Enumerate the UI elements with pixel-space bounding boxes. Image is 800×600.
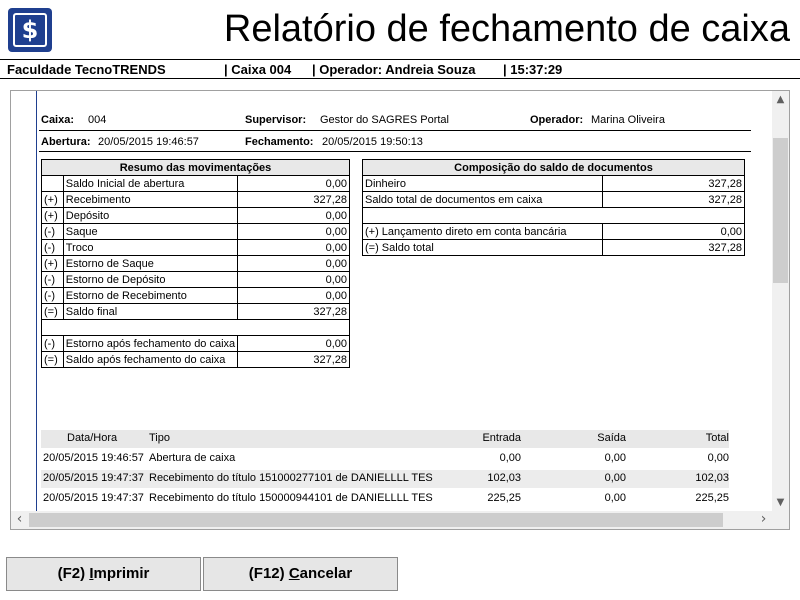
table-row: Saldo total de documentos em caixa 327,28	[363, 192, 745, 208]
col-entrada: Entrada	[482, 432, 521, 444]
vertical-scrollbar[interactable]	[772, 91, 789, 511]
spacer-row	[42, 320, 350, 336]
operador-label: Operador:	[530, 114, 584, 126]
dollar-icon: $	[13, 13, 47, 47]
abertura-label: Abertura:	[41, 136, 91, 148]
table-row: 20/05/2015 19:46:57 Abertura de caixa 0,00 0,00 0,00	[43, 452, 729, 464]
table-row: Dinheiro 327,28	[363, 176, 745, 192]
scroll-left-icon[interactable]: ‹	[16, 511, 23, 527]
school-name: Faculdade TecnoTRENDS	[7, 62, 166, 77]
table-row: 20/05/2015 19:47:37 Recebimento do título 151000277101 de DANIELLLL TES 102,03 0,00 102,03	[41, 470, 729, 488]
table-row: Saldo Inicial de abertura 0,00	[42, 176, 350, 192]
fechamento-value: 20/05/2015 19:50:13	[322, 136, 423, 148]
table-row: (-) Saque 0,00	[42, 224, 350, 240]
report-page	[11, 91, 773, 511]
report-viewer[interactable]	[10, 90, 790, 530]
supervisor-label: Supervisor:	[245, 114, 307, 126]
scroll-thumb[interactable]	[773, 138, 788, 283]
info-bar	[0, 59, 800, 79]
operator-info: | Operador: Andreia Souza	[312, 62, 476, 77]
scroll-down-icon[interactable]: ▼	[776, 497, 785, 508]
table-row: (-) Estorno após fechamento do caixa 0,00	[42, 336, 350, 352]
page-title: Relatório de fechamento de caixa	[223, 8, 790, 50]
scroll-up-icon[interactable]: ▲	[776, 94, 785, 105]
window-header	[0, 0, 800, 60]
divider	[39, 151, 751, 152]
table-row: (+) Recebimento 327,28	[42, 192, 350, 208]
movements-header	[41, 430, 729, 448]
spacer-row	[363, 208, 745, 224]
composicao-table	[362, 159, 745, 256]
table-row: (=) Saldo após fechamento do caixa 327,28	[42, 352, 350, 368]
scroll-thumb[interactable]	[29, 513, 723, 527]
table-row: (+) Estorno de Saque 0,00	[42, 256, 350, 272]
col-total: Total	[705, 432, 729, 444]
composicao-title: Composição do saldo de documentos	[363, 160, 745, 176]
app-logo	[8, 8, 52, 52]
cancel-button[interactable]: (F12) Cancelar	[203, 557, 398, 591]
col-tipo: Tipo	[149, 432, 170, 444]
table-row: (-) Troco 0,00	[42, 240, 350, 256]
table-row: (=) Saldo final 327,28	[42, 304, 350, 320]
margin-line	[36, 91, 37, 511]
resumo-table	[41, 159, 350, 368]
caixa-label: Caixa:	[41, 114, 75, 126]
table-row: (+) Lançamento direto em conta bancária 0,00	[363, 224, 745, 240]
caixa-value: 004	[88, 114, 107, 126]
supervisor-value: Gestor do SAGRES Portal	[320, 114, 449, 126]
resumo-title: Resumo das movimentações	[42, 160, 350, 176]
table-row: (-) Estorno de Recebimento 0,00	[42, 288, 350, 304]
fechamento-label: Fechamento:	[245, 136, 314, 148]
print-button[interactable]: (F2) Imprimir	[6, 557, 201, 591]
abertura-value: 20/05/2015 19:46:57	[98, 136, 199, 148]
table-row: 20/05/2015 19:47:37 Recebimento do título 150000944101 de DANIELLLL TES 225,25 0,00 225,25	[43, 492, 729, 504]
table-row: (=) Saldo total 327,28	[363, 240, 745, 256]
table-row: (-) Estorno de Depósito 0,00	[42, 272, 350, 288]
col-datahora: Data/Hora	[67, 432, 118, 444]
caixa-info: | Caixa 004	[224, 62, 292, 77]
divider	[39, 130, 751, 131]
col-saida: Saída	[597, 432, 626, 444]
horizontal-scrollbar[interactable]	[11, 511, 789, 529]
scroll-right-icon[interactable]: ›	[760, 511, 767, 527]
clock: | 15:37:29	[503, 62, 563, 77]
operador-value: Marina Oliveira	[591, 114, 665, 126]
table-row: (+) Depósito 0,00	[42, 208, 350, 224]
